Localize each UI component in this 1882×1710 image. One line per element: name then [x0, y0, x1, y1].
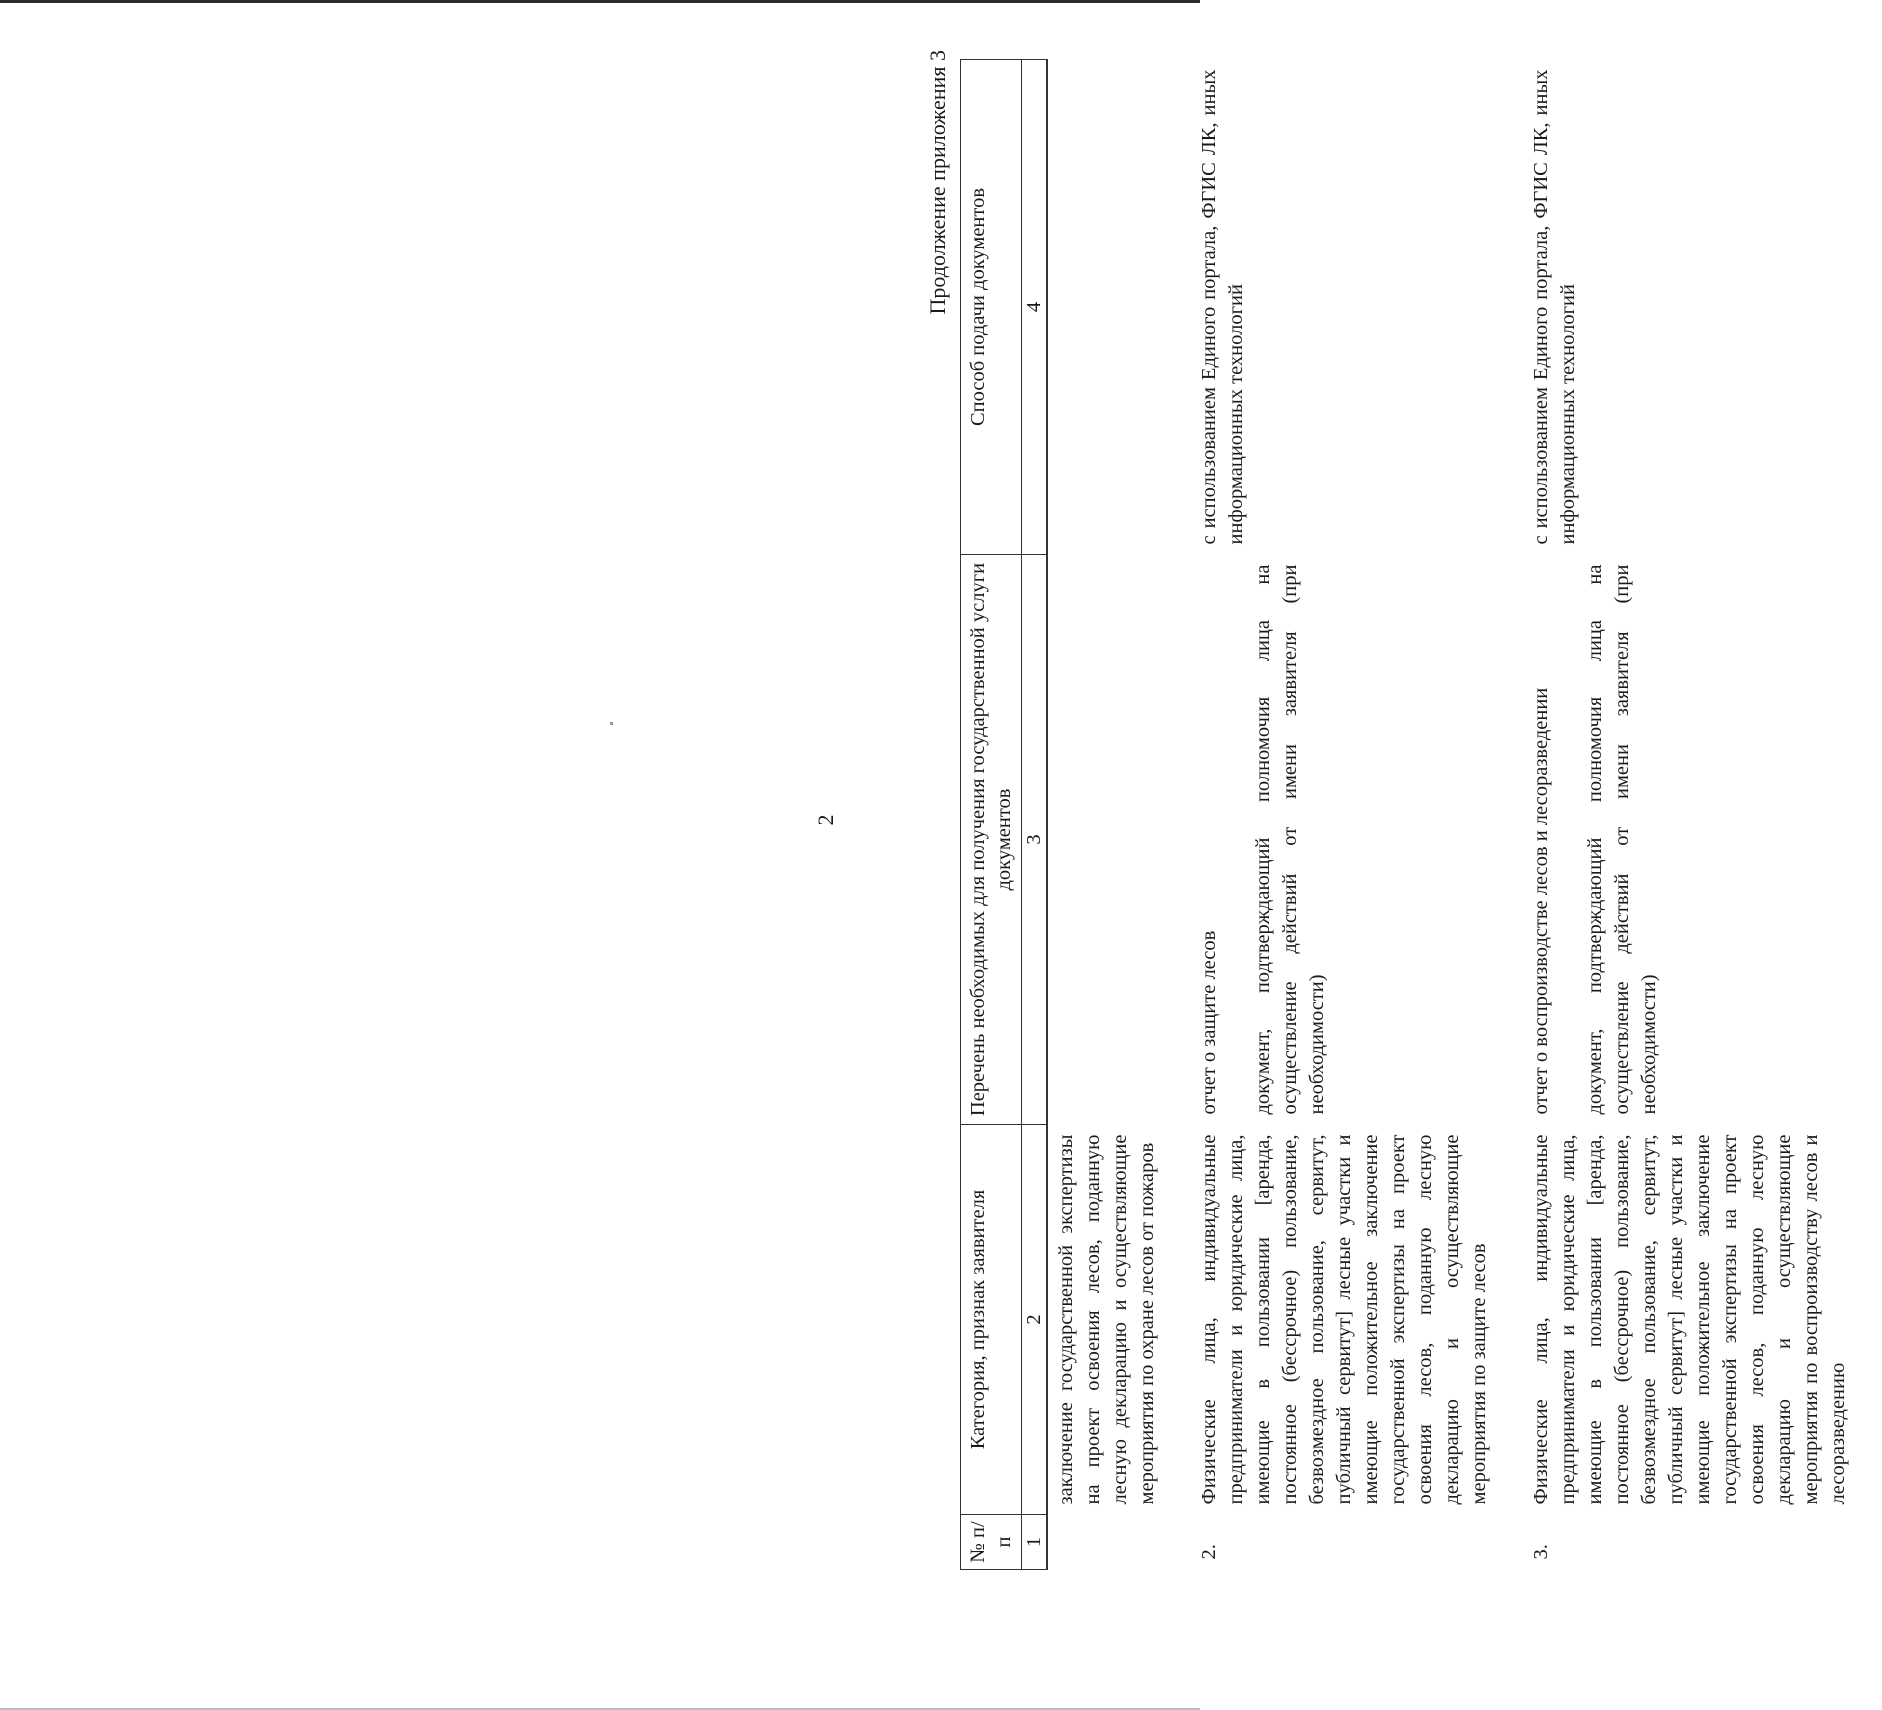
row-method: с использованием Единого портала, ФГИС ЛК, иных информационных технологий [1530, 69, 1579, 545]
row-documents [1047, 555, 1191, 1125]
header-num: № п/п [961, 1515, 1022, 1570]
row-number: 2. [1198, 1544, 1220, 1560]
header-documents: Перечень необходимых для получения государственной услуги документов [961, 555, 1022, 1125]
document-item: документ, подтверждающий полномочия лица на осуществление действий от имени заявителя (при необходимости) [1252, 564, 1328, 1115]
table-row [1523, 60, 1882, 1570]
column-number: 3 [1022, 555, 1048, 1125]
column-number: 1 [1022, 1515, 1048, 1570]
column-number: 2 [1022, 1125, 1048, 1515]
page-number: 2 [813, 814, 838, 826]
row-method [1047, 60, 1191, 555]
document-item: документ, подтверждающий полномочия лица на осуществление действий от имени заявителя (при необходимости) [1584, 564, 1660, 1115]
row-category: Физические лица, индивидуальные предприниматели и юридические лица, имеющие в пользовании [аренда, постоянное (бессрочное) пользование, безвозмездное пользование, сервитут, публичный сервитут] лесные участки и имеющие положительное заключение государственной экспертизы на проект освоения лесов, поданную лесную декларацию и осуществляющие мероприятия по воспроизводству лесов и лесоразведению [1530, 1134, 1849, 1505]
table-row [1047, 60, 1191, 1570]
header-method: Способ подачи документов [961, 60, 1022, 555]
table-row [1191, 60, 1523, 1570]
appendix-continuation-note: Продолжение приложения 3 [925, 50, 950, 315]
row-category: заключение государственной экспертизы на проект освоения лесов, поданную лесную декларацию и осуществляющие мероприятия по охране лесов от пожаров [1055, 1134, 1158, 1505]
document-page [165, 50, 1849, 1570]
column-number: 4 [1022, 60, 1048, 555]
row-number: 3. [1530, 1544, 1552, 1560]
table-header-row [961, 60, 1022, 1570]
column-numbers-row [1022, 60, 1048, 1570]
scan-top-edge [0, 0, 1200, 3]
row-documents [1191, 555, 1523, 1125]
row-method: с использованием Единого портала, ФГИС ЛК, иных информационных технологий [1198, 69, 1247, 545]
document-item: отчет о воспроизводстве лесов и лесоразведении [1530, 687, 1552, 1115]
document-item: отчет о защите лесов [1198, 930, 1220, 1115]
services-table [960, 59, 1882, 1570]
row-category: Физические лица, индивидуальные предприниматели и юридические лица, имеющие в пользовании [аренда, постоянное (бессрочное) пользование, безвозмездное пользование, сервитут, публичный сервитут] лесные участки и имеющие положительное заключение государственной экспертизы на проект освоения лесов, поданную лесную декларацию и осуществляющие мероприятия по защите лесов [1198, 1134, 1490, 1505]
row-documents [1523, 555, 1882, 1125]
row-number [1047, 1515, 1191, 1570]
header-category: Категория, признак заявителя [961, 1125, 1022, 1515]
